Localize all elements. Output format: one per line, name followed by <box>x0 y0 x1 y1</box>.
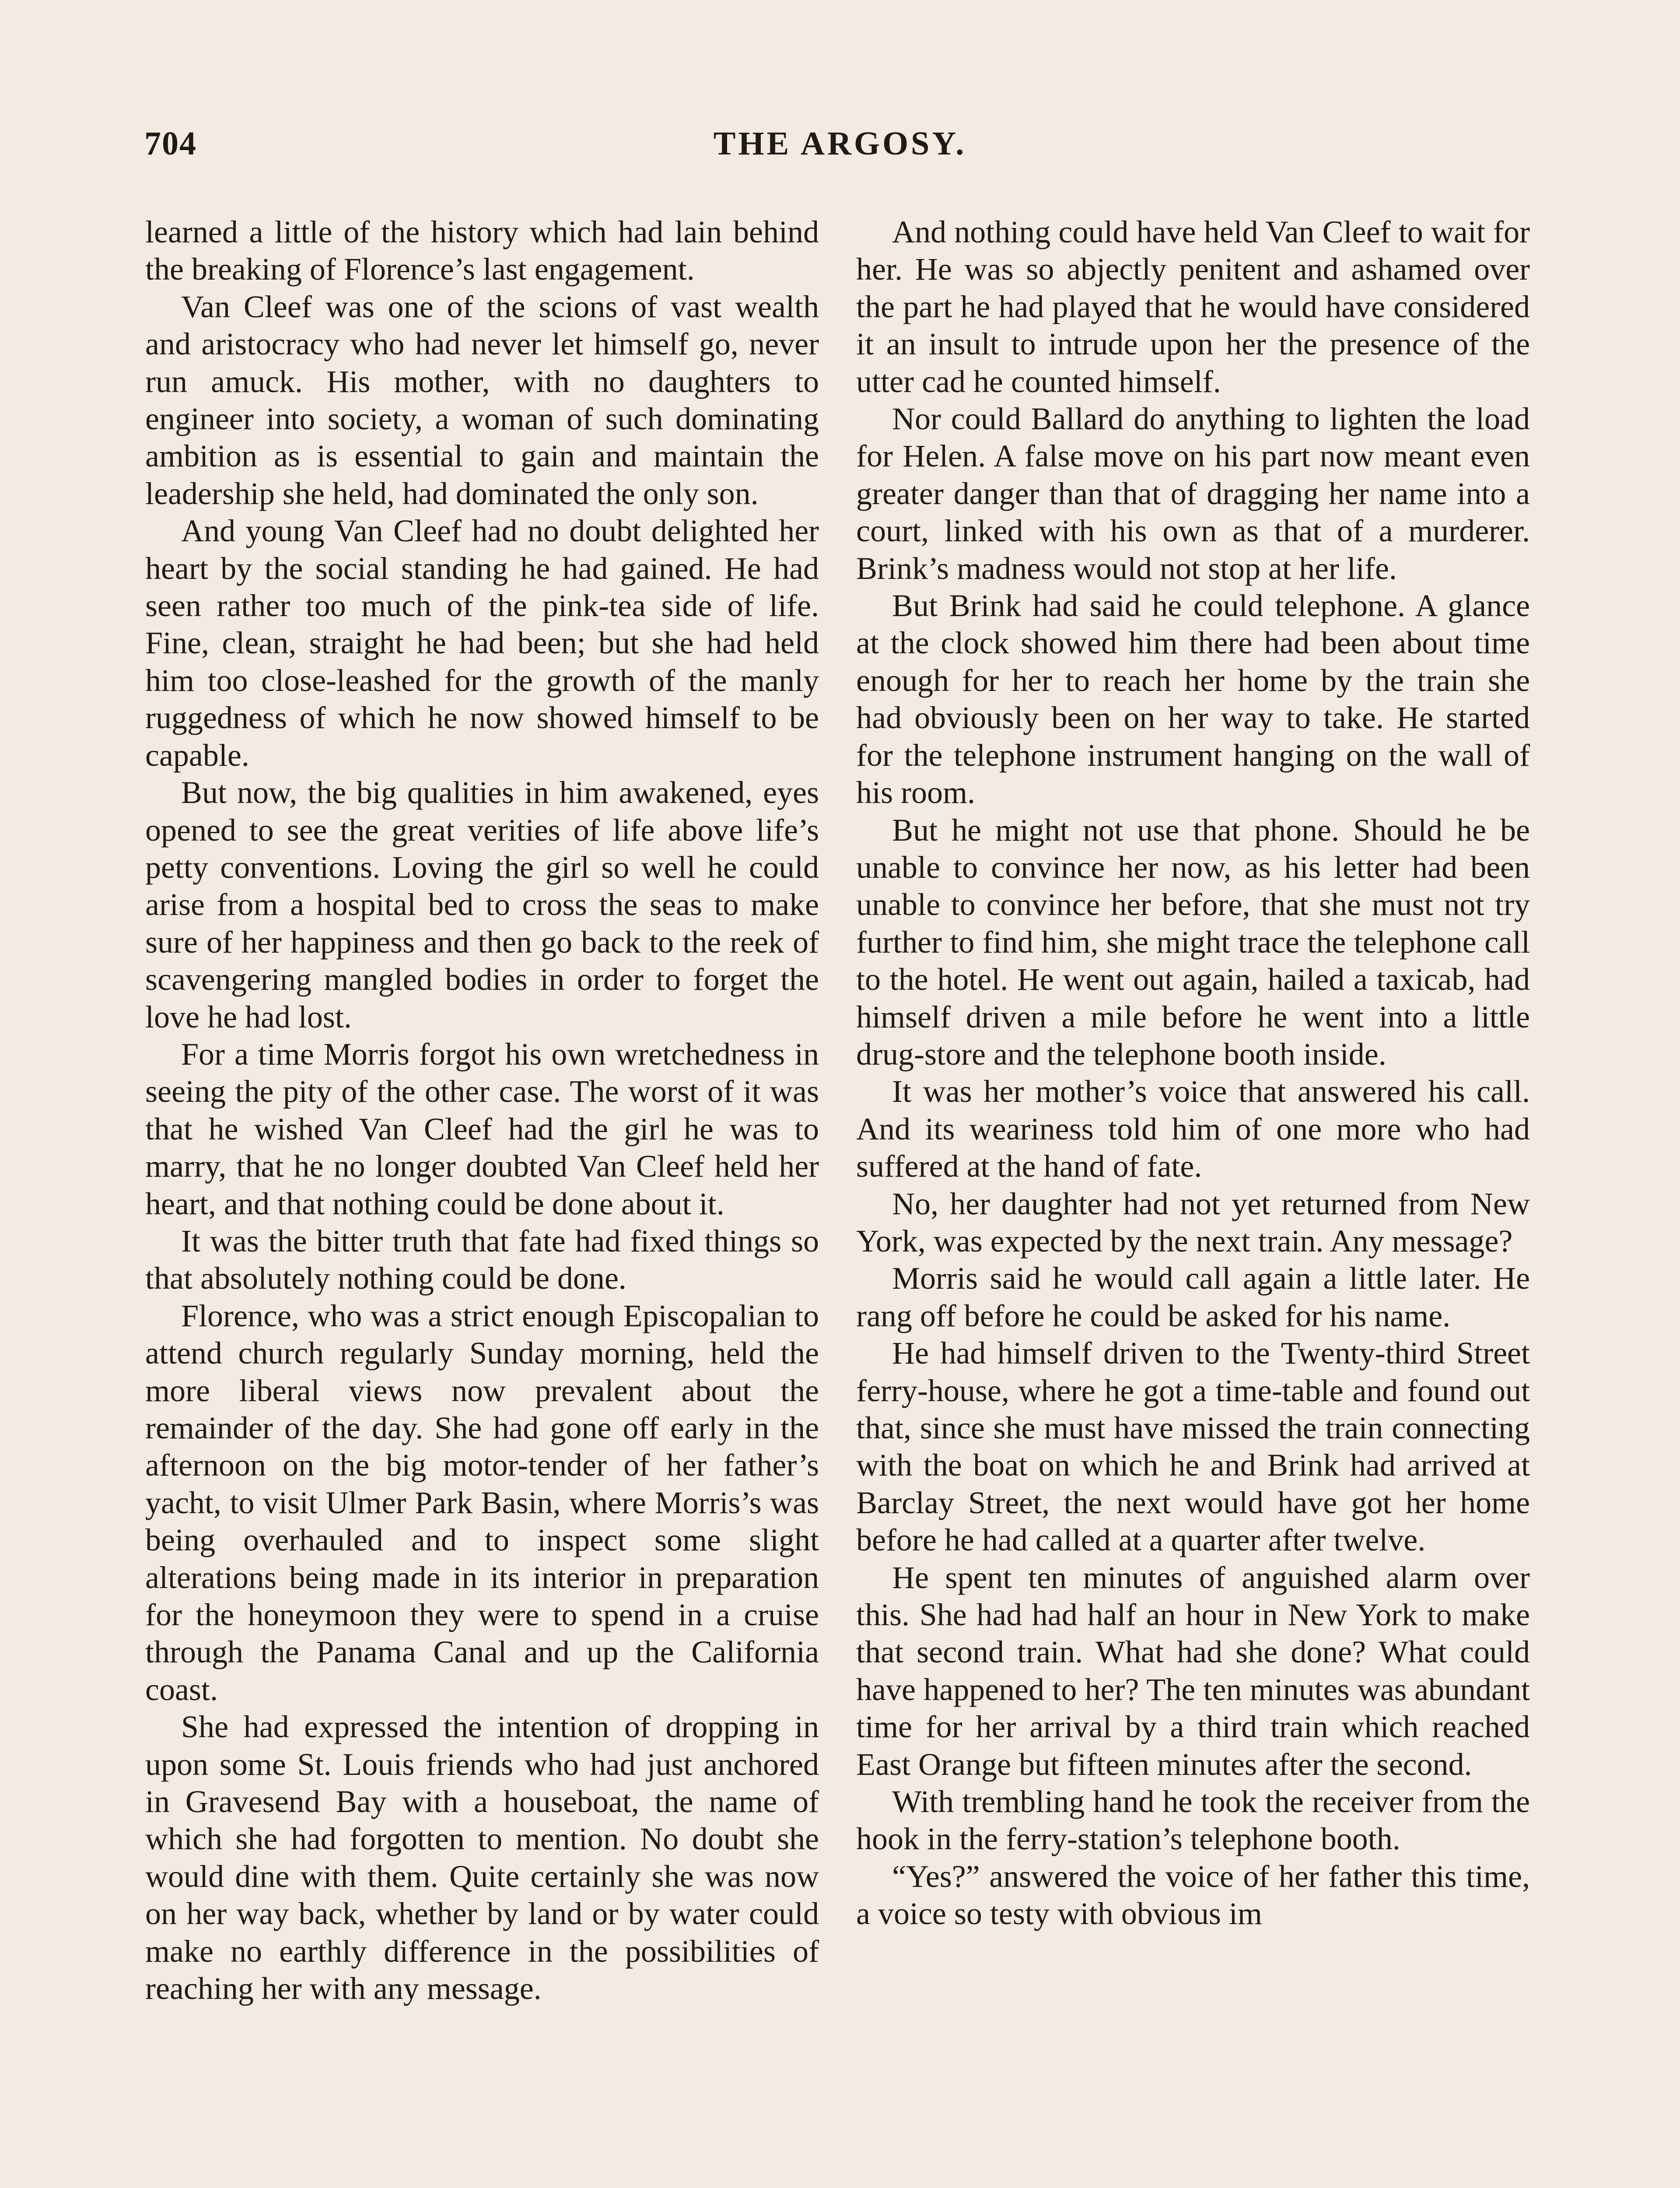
paragraph: It was her mother’s voice that answered his call. And its weariness told him of one more who had suffered at the hand of fate. <box>856 1074 1530 1184</box>
paragraph: And nothing could have held Van Cleef to wait for her. He was so abjectly penitent and ashamed over the part he had played that he would have considered it an insult to intrude upon her the presence of the utter cad he counted himself. <box>856 214 1530 399</box>
paragraph: learned a little of the history which had lain behind the breaking of Florence’s last engagement. <box>145 214 819 287</box>
page-number: 704 <box>144 125 197 162</box>
paragraph: And young Van Cleef had no doubt delighted her heart by the social standing he had gained. He had seen rather too much of the pink-tea side of life. Fine, clean, straight he had been; but she had held him too close-leashed for the growth of the manly ruggedness of which he now showed himself to be capable. <box>145 513 819 773</box>
paragraph: No, her daughter had not yet returned from New York, was expected by the next train. Any message? <box>856 1186 1530 1259</box>
left-text-column <box>145 214 819 2008</box>
paragraph: “Yes?” answered the voice of her father this time, a voice so testy with obvious im <box>856 1858 1530 1932</box>
paragraph: But Brink had said he could telephone. A glance at the clock showed him there had been about time enough for her to reach her home by the train she had obviously been on her way to take. He started for the telephone instrument hanging on the wall of his room. <box>856 588 1530 810</box>
paragraph: He had himself driven to the Twenty-third Street ferry-house, where he got a time-table and found out that, since she must have missed the train connecting with the boat on which he and Brink had arrived at Barclay Street, the next would have got her home before he had called at a quarter after twelve. <box>856 1336 1530 1558</box>
running-header <box>144 125 1536 173</box>
paragraph: For a time Morris forgot his own wretchedness in seeing the pity of the other case. The worst of it was that he wished Van Cleef had the girl he was to marry, that he no longer doubted Van Cleef held her heart, and that nothing could be done about it. <box>145 1036 819 1221</box>
paragraph: Morris said he would call again a little later. He rang off before he could be asked for his name. <box>856 1261 1530 1333</box>
paragraph: But now, the big qualities in him awakened, eyes opened to see the great verities of life above life’s petty conventions. Loving the girl so well he could arise from a hospital bed to cross the seas to make sure of her happiness and then go back to the reek of scavengering mangled bodies in order to forget the love he had lost. <box>145 775 819 1034</box>
paragraph: Van Cleef was one of the scions of vast wealth and aristocracy who had never let himself go, never run amuck. His mother, with no daughters to engineer into society, a woman of such dominating ambition as is essential to gain and maintain the leadership she held, had dominated the only son. <box>145 289 819 511</box>
paragraph: She had expressed the intention of dropping in upon some St. Louis friends who had just anchored in Gravesend Bay with a houseboat, the name of which she had forgotten to mention. No doubt she would dine with them. Quite certainly she was now on her way back, whether by land or by water could make no earthly difference in the possibilities of reaching her with any message. <box>145 1709 819 2006</box>
magazine-title: THE ARGOSY. <box>713 125 967 162</box>
paragraph: He spent ten minutes of anguished alarm over this. She had had half an hour in New York to make that second train. What had she done? What could have happened to her? The ten minutes was abundant time for her arrival by a third train which reached East Orange but fifteen minutes after the second. <box>856 1560 1530 1782</box>
paragraph: Nor could Ballard do anything to lighten the load for Helen. A false move on his part now meant even greater danger than that of dragging her name into a court, linked with his own as that of a murderer. Brink’s madness would not stop at her life. <box>856 401 1530 586</box>
paragraph: But he might not use that phone. Should he be unable to convince her now, as his letter had been unable to convince her before, that she must not try further to find him, she might trace the telephone call to the hotel. He went out again, hailed a taxicab, had himself driven a mile before he went into a little drug-store and the telephone booth inside. <box>856 812 1530 1072</box>
right-text-column <box>856 214 1530 1933</box>
paragraph: It was the bitter truth that fate had fixed things so that absolutely nothing could be done. <box>145 1223 819 1296</box>
paragraph: With trembling hand he took the receiver from the hook in the ferry-station’s telephone booth. <box>856 1784 1530 1857</box>
paragraph: Florence, who was a strict enough Episcopalian to attend church regularly Sunday morning, held the more liberal views now prevalent about the remainder of the day. She had gone off early in the afternoon on the big motor-tender of her father’s yacht, to visit Ulmer Park Basin, where Morris’s was being overhauled and to inspect some slight alterations being made in its interior in preparation for the honeymoon they were to spend in a cruise through the Panama Canal and up the California coast. <box>145 1298 819 1707</box>
